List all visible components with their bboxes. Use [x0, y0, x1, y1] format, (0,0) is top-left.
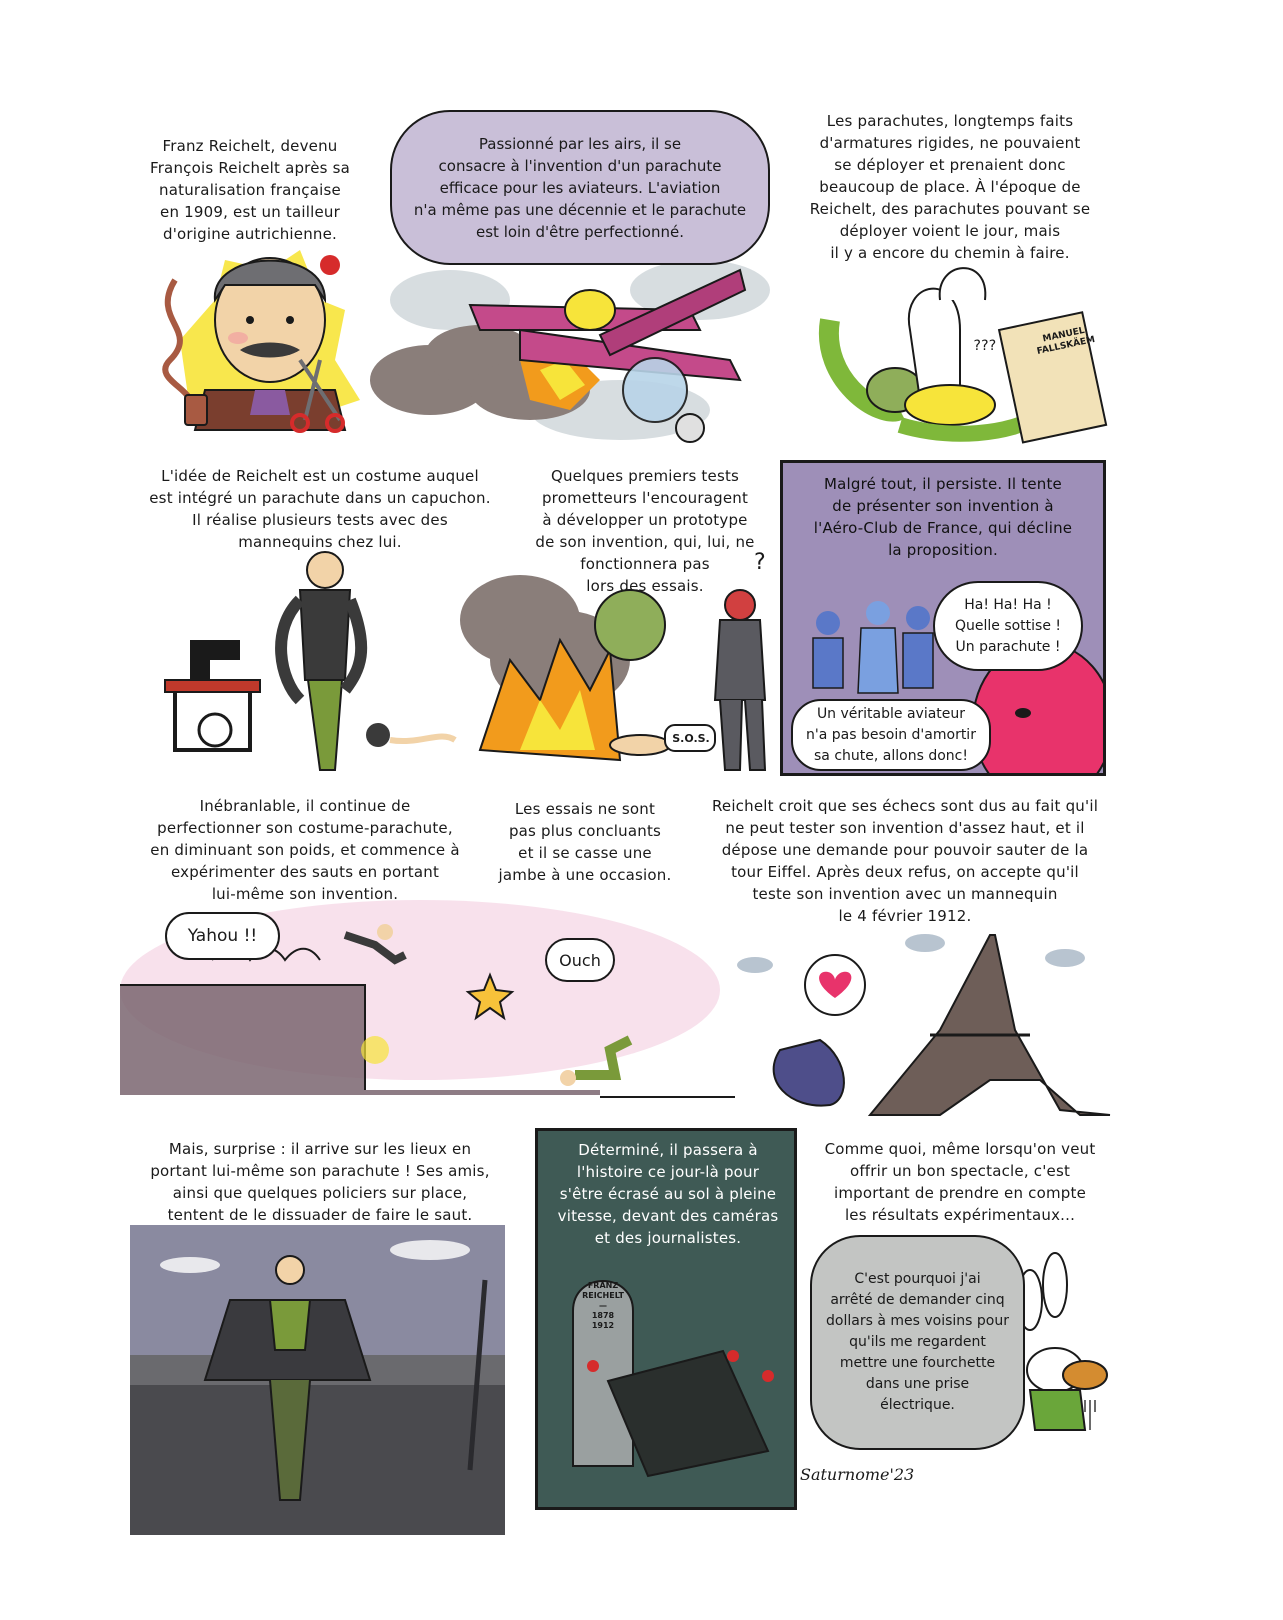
tombstone-inscription: FRANZ REICHELT — 1878 1912: [582, 1281, 624, 1330]
mannequin-test-figure: [281, 552, 455, 770]
speech-bubble-ouch: Ouch: [545, 938, 615, 982]
reichelt-portrait: [165, 250, 360, 431]
caption-moral: Comme quoi, même lorsqu'on veut offrir un bon spectacle, c'est important de prendre en compte les résultats expérimentaux...: [824, 1140, 1096, 1224]
artist-signature: Saturnome'23: [800, 1465, 915, 1484]
panel-aero-club: [780, 460, 1106, 776]
sewing-machine: [165, 640, 260, 750]
reichelt-standing: [715, 590, 765, 770]
manual-label: MANUEL FALLSKÄEM: [1036, 325, 1096, 357]
panel-grave: [535, 1128, 797, 1510]
confused-question-mark: ?: [754, 550, 766, 575]
caption-determined: Déterminé, il passera à l'histoire ce jour-là pour s'être écrasé au sol à pleine vitesse, devant des caméras et des journalistes.: [557, 1141, 779, 1247]
caption-eiffel-request: Reichelt croit que ses échecs sont dus au fait qu'il ne peut tester son invention d'assez haut, et il dépose une demande pour pouvoir sauter de la tour Eiffel. Après deux refus, on accepte qu'il teste son invention avec un mannequin le 4 février 1912.: [711, 797, 1099, 925]
caption-costume-idea: L'idée de Reichelt est un costume auquel est intégré un parachute dans un capuchon. Il réalise plusieurs tests avec des mannequins chez lui.: [149, 467, 491, 551]
parachute-coat-scene: [130, 1225, 505, 1535]
caption-aero-club: Malgré tout, il persiste. Il tente de présenter son invention à l'Aéro-Club de France, qui décline la proposition.: [813, 475, 1073, 559]
speech-bubble-yahou: Yahou !!: [165, 912, 280, 960]
caption-first-tests: Quelques premiers tests prometteurs l'encouragent à développer un prototype de son invention, qui, lui, ne fonctionnera pas lors des essais.: [535, 467, 755, 595]
caption-surprise: Mais, surprise : il arrive sur les lieux en portant lui-même son parachute ! Ses amis, ainsi que quelques policiers sur place, tentent de le dissuader de faire le saut.: [150, 1140, 490, 1224]
plane-crash-scene: [370, 260, 770, 442]
caption-parachute-history: Les parachutes, longtemps faits d'armatures rigides, ne pouvaient se déployer et prenaient donc beaucoup de place. À l'époque de Reichelt, des parachutes pouvant se déployer voient le jour, mais il y a encore du chemin à faire.: [809, 112, 1091, 262]
speech-bubble-laugh: Ha! Ha! Ha ! Quelle sottise ! Un parachute !: [933, 581, 1083, 671]
speech-bubble-fork: C'est pourquoi j'ai arrêté de demander cinq dollars à mes voisins pour qu'ils me regardent mettre une fourchette dans une prise électrique.: [810, 1235, 1025, 1450]
caption-reichelt-intro: Franz Reichelt, devenu François Reichelt après sa naturalisation française en 1909, est un tailleur d'origine autrichienne.: [149, 137, 351, 243]
eiffel-tower-scene: [737, 934, 1110, 1115]
caption-broken-leg: Les essais ne sont pas plus concluants et il se casse une jambe à une occasion.: [498, 800, 672, 884]
speech-bubble-aviator: Un véritable aviateur n'a pas besoin d'amortir sa chute, allons donc!: [791, 699, 991, 771]
caption-unshakeable: Inébranlable, il continue de perfectionner son costume-parachute, en diminuant son poids, et commence à expérimenter des sauts en portant lui-même son invention.: [150, 797, 460, 903]
question-marks: ???: [973, 338, 997, 354]
speech-bubble-aviation: Passionné par les airs, il se consacre à l'invention d'un parachute efficace pour les aviateurs. L'aviation n'a même pas une décennie et le parachute est loin d'être perfectionné.: [390, 110, 770, 265]
sos-label: S.O.S.: [672, 732, 710, 745]
rabbit-character-with-fork: [1018, 1253, 1107, 1430]
